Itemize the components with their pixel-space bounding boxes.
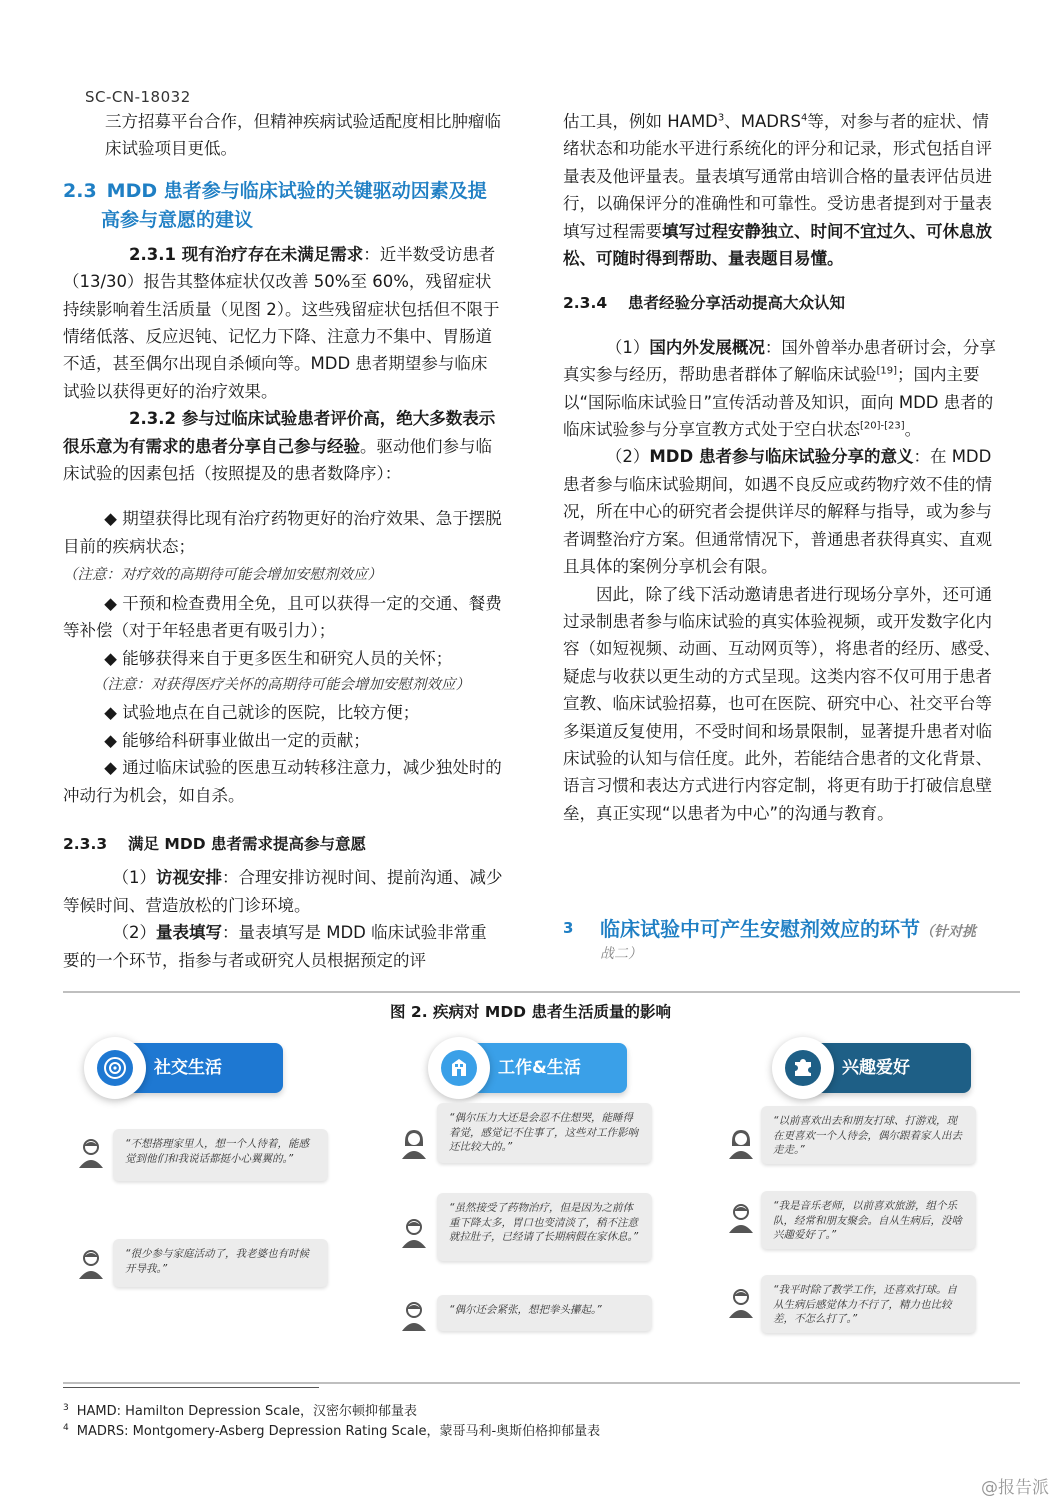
footnote-rule [63, 1387, 319, 1388]
quote-card: “虽然接受了药物治疗，但是因为之前体重下降太多，胃口也变清淡了，稍不注意就拉肚子，已经请了长期病假在家休息。” [437, 1193, 652, 1261]
footnote [63, 1420, 600, 1439]
footnote-number: 4 [63, 1422, 69, 1433]
male-avatar-icon [400, 1300, 428, 1332]
bullet-item: ◆ 能够获得来自于更多医生和研究人员的关怀； [104, 648, 453, 668]
item-text: ：在 MDD 患者参与临床试验期间，如遇不良反应或药物疗效不佳的情况，所在中心的研究者会提供详尽的解释与指导，或为参与者调整治疗方案。但通常情况下，普通患者获得真实、直观且具体的案例分享机会有限。 [563, 447, 992, 577]
category-label: 兴趣爱好 [842, 1058, 910, 1078]
item-number: （1） [112, 868, 156, 888]
left-column [63, 108, 503, 974]
section-title-line2: 高参与意愿的建议 [101, 208, 254, 231]
item-text: ：量表填写是 MDD 临床试验非常重要的一个环节，指参与者或研究人员根据预定的评 [63, 923, 487, 970]
text-part: 、MADRS [724, 112, 801, 131]
quote-card: “不想搭理家里人，想一个人待着，能感觉到他们和我说话都挺小心翼翼的。” [113, 1129, 328, 1181]
section-number: 2.3 [63, 179, 97, 202]
text-part: 等，对参与者的症状、情绪状态和功能水平进行系统化的评分和记录，形式包括自评量表及他评量表。量表填写通常由培训合格的量表评估员进行，以确保评分的准确性和可靠性。受访患者提到对于量表填写过程需要 [563, 112, 992, 241]
continued-paragraph: 三方招募平台合作，但精神疾病试验适配度相比肿瘤临床试验项目更低。 [105, 112, 501, 159]
bullet-text: 能够获得来自于更多医生和研究人员的关怀； [122, 648, 453, 668]
bullet-item: ◆ 干预和检查费用全免，且可以获得一定的交通、餐费等补偿（对于年轻患者更有吸引力）； [63, 593, 502, 641]
bullet-item: ◆ 能够给科研事业做出一定的贡献； [104, 730, 370, 750]
female-avatar-icon [727, 1128, 755, 1160]
male-avatar-icon [77, 1248, 105, 1280]
paragraph-significance [563, 443, 1001, 580]
paragraph-2-3-1 [63, 241, 503, 405]
category-label: 工作&生活 [498, 1058, 581, 1078]
section-subtitle: （针对挑 [920, 924, 976, 940]
bullet-text: 期望获得比现有治疗药物更好的治疗效果、急于摆脱目前的疾病状态； [63, 509, 502, 556]
building-icon [428, 1037, 490, 1099]
footnote-number: 3 [63, 1402, 69, 1413]
document-id: SC-CN-18032 [85, 88, 191, 106]
section-heading-2-3 [63, 177, 503, 235]
paragraph-text: 。驱动他们参与临床试验的因素包括（按照提及的患者数降序）： [63, 436, 492, 484]
item-text: ：合理安排访视时间、提前沟通、减少等候时间、营造放松的门诊环境。 [63, 868, 503, 915]
item-number: （1） [605, 337, 650, 357]
bullet-text: 能够给科研事业做出一定的贡献； [122, 730, 370, 750]
male-avatar-icon [400, 1217, 428, 1249]
figure-bottom-rule [63, 1382, 1020, 1384]
section-title [600, 913, 976, 942]
bullet-text: 干预和检查费用全免，且可以获得一定的交通、餐费等补偿（对于年轻患者更有吸引力）； [63, 593, 502, 641]
item-text: 。 [904, 420, 922, 440]
bullet-item: ◆ 期望获得比现有治疗药物更好的治疗效果、急于摆脱目前的疾病状态；（注意：对疗效的高期待可能会增加安慰剂效应） [63, 509, 502, 584]
male-avatar-icon [77, 1137, 105, 1169]
paragraph-scale [63, 919, 503, 974]
right-column [563, 108, 1001, 827]
target-icon [84, 1037, 146, 1099]
male-avatar-icon [727, 1202, 755, 1234]
text-emphasis: 填写过程安静独立、时间不宜过久、可休息放松、可随时得到帮助、量表题目易懂。 [563, 221, 992, 269]
bullet-note: （注意：对疗效的高期待可能会增加安慰剂效应） [63, 567, 382, 584]
quote-card: “偶尔还会紧张，想把拳头攥起。” [437, 1295, 652, 1331]
item-text: ：国外曾举办患者研讨会，分享真实参与经历，帮助患者群体了解临床试验 [563, 337, 996, 385]
section-title-text: 临床试验中可产生安慰剂效应的环节 [600, 917, 920, 941]
bullet-note: （注意：对获得医疗关怀的高期待可能会增加安慰剂效应） [93, 676, 470, 693]
citation-ref: [20]-[23] [860, 420, 905, 432]
footnote-text: HAMD: Hamilton Depression Scale，汉密尔顿抑郁量表 [76, 1404, 417, 1419]
quote-card: “偶尔压力大还是会忍不住想哭，能睡得着觉，感觉记不住事了，这些对工作影响还比较大的。” [437, 1103, 652, 1163]
subsection-label: 2.3.2 参与过临床试验患者评价高，绝大多数表示很乐意为有需求的患者分享自己参与经验 [63, 409, 496, 456]
watermark: @报告派 [981, 1478, 1049, 1498]
category-label: 社交生活 [154, 1058, 222, 1078]
item-number: （2） [605, 447, 650, 467]
paragraph-overview [563, 334, 1001, 444]
female-avatar-icon [400, 1128, 428, 1160]
subsection-label: 2.3.1 现有治疗存在未满足需求 [129, 244, 364, 264]
section-number: 3 [563, 919, 574, 937]
quote-card: “很少参与家庭活动了，我老婆也有时候开导我。” [113, 1239, 328, 1287]
paragraph-2-3-2 [63, 405, 503, 487]
item-label: 访视安排 [156, 868, 222, 888]
item-label: 量表填写 [156, 923, 222, 943]
item-label: 国内外发展概况 [649, 337, 765, 357]
footnote-text: MADRS: Montgomery-Asberg Depression Rating Scale，蒙哥马利-奥斯伯格抑郁量表 [76, 1424, 601, 1439]
section-title-line1: MDD 患者参与临床试验的关键驱动因素及提 [106, 179, 487, 202]
footnote-ref: 4 [800, 112, 808, 124]
bullet-text: 试验地点在自己就诊的医院，比较方便； [122, 703, 420, 723]
quote-card: “我是音乐老师，以前喜欢旅游，组个乐队，经常和朋友聚会。自从生病后，没啥兴趣爱好了。” [761, 1191, 976, 1249]
figure-top-rule [63, 991, 1020, 993]
quote-card: “我平时除了教学工作，还喜欢打球。自从生病后感觉体力不行了，精力也比较差，不怎么打了。” [761, 1275, 976, 1333]
footnote [63, 1400, 417, 1419]
bullet-item: ◆ 试验地点在自己就诊的医院，比较方便； [104, 703, 420, 723]
text-part: 估工具，例如 HAMD [563, 112, 718, 131]
figure-title: 图 2. 疾病对 MDD 患者生活质量的影响 [390, 1003, 671, 1021]
bullet-item: ◆ 通过临床试验的医患互动转移注意力，减少独处时的冲动行为机会，如自杀。 [63, 758, 502, 805]
item-label: MDD 患者参与临床试验分享的意义 [649, 447, 914, 467]
paragraph-visit [63, 864, 503, 919]
continued-paragraph [563, 108, 1001, 272]
puzzle-icon [772, 1037, 834, 1099]
quote-card: “以前喜欢出去和朋友打球、打游戏，现在更喜欢一个人待会，偶尔跟着家人出去走走。” [761, 1106, 976, 1164]
subsection-heading-2-3-3: 2.3.3 满足 MDD 患者需求提高参与意愿 [63, 834, 366, 853]
item-number: （2） [112, 923, 156, 943]
bullet-text: 通过临床试验的医患互动转移注意力，减少独处时的冲动行为机会，如自杀。 [63, 758, 502, 805]
paragraph-text: ：近半数受访患者（13/30）报告其整体症状仅改善 50%至 60%，残留症状持续影响着生活质量（见图 2）。这些残留症状包括但不限于情绪低落、反应迟钝、记忆力下降、注意力不集中、胃肠道不适，甚至偶尔出现自杀倾向等。MDD 患者期望参与临床试验以获得更好的治疗效果。 [63, 244, 500, 401]
subsection-heading-2-3-4: 2.3.4 患者经验分享活动提高大众认知 [563, 294, 846, 313]
section-subtitle: 战二） [600, 946, 642, 962]
item-text: ；国内主要以“国际临床试验日”宣传活动普及知识，面向 MDD 患者的临床试验参与分享宣教方式处于空白状态 [563, 365, 994, 440]
citation-ref: [19] [876, 365, 898, 377]
paragraph-digital-content: 因此，除了线下活动邀请患者进行现场分享外，还可通过录制患者参与临床试验的真实体验视频，或开发数字化内容（如短视频、动画、互动网页等），将患者的经历、感受、疑虑与收获以更生动的方式呈现。这类内容不仅可用于患者宣教、临床试验招募，也可在医院、研究中心、社交平台等多渠道反复使用，不受时间和场景限制，显著提升患者对临床试验的认知与信任度。此外，若能结合患者的文化背景、语言习惯和表达方式进行内容定制，将更有助于打破信息壁垒，真正实现“以患者为中心”的沟通与教育。 [563, 584, 1001, 823]
male-avatar-icon [727, 1287, 755, 1319]
footnote-ref: 3 [717, 112, 725, 124]
